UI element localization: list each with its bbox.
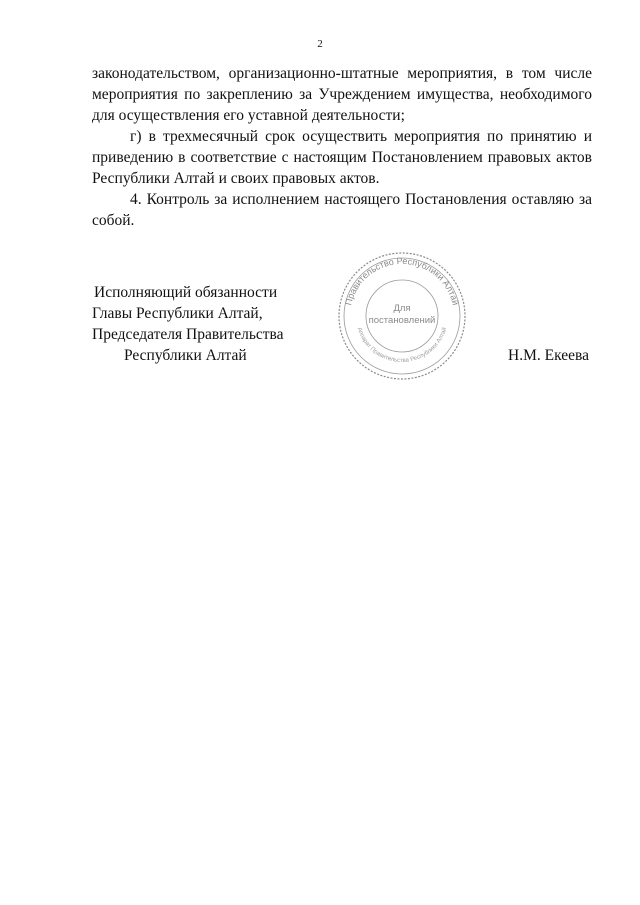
signer-title-line: Главы Республики Алтай,: [92, 305, 263, 322]
stamp-center-line-1: Для: [393, 303, 411, 314]
stamp-outer-text-bottom: Аппарат Правительства Республики Алтай: [355, 326, 449, 365]
signer-name: Н.М. Екеева: [508, 347, 589, 364]
stamp-outer-text-top: Правительство Республики Алтай: [343, 255, 461, 307]
paragraph-legislation: законодательством, организационно-штатные мероприятия, в том числе мероприятия по закреплению за Учреждением имущества, необходимого для осуществления его уставной деятельности;: [92, 65, 592, 124]
signer-title-line: Республики Алтай: [124, 347, 247, 364]
signer-title-line: Исполняющий обязанности: [94, 284, 278, 301]
paragraph-item-g: г) в трехмесячный срок осуществить мероприятия по принятию и приведению в соответствие с настоящим Постановлением правовых актов Республики Алтай и своих правовых актов.: [92, 128, 592, 187]
document-body: [92, 63, 592, 231]
official-seal-stamp: [336, 250, 468, 382]
stamp-center-line-2: постановлений: [368, 315, 436, 326]
page-number: 2: [317, 38, 323, 50]
signer-title-line: Председателя Правительства: [92, 326, 284, 343]
paragraph-item-4: 4. Контроль за исполнением настоящего Постановления оставляю за собой.: [92, 191, 592, 229]
signer-title-block: [92, 282, 284, 366]
